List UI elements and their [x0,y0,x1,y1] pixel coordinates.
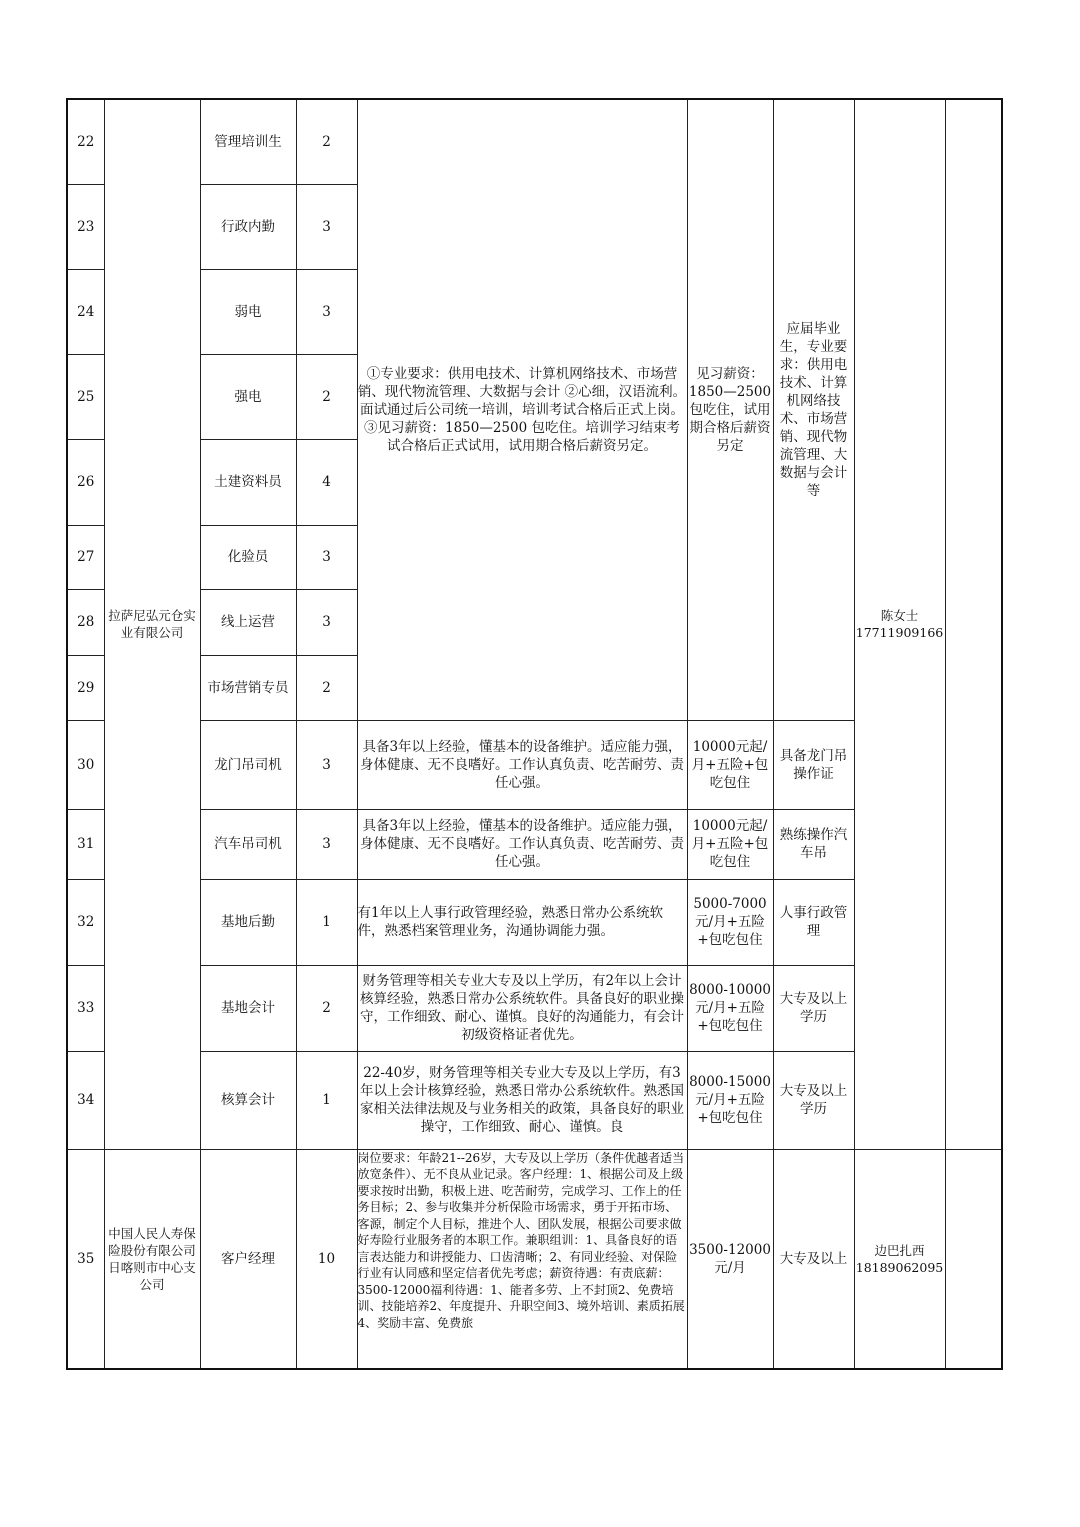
company-b-cell [104,1149,200,1369]
recruitment-table-page [66,98,1003,1370]
company-a-name: 拉萨尼弘元仓实业有限公司 [108,608,196,641]
row-number: 23 [67,184,104,269]
position-cell: 汽车吊司机 [200,809,296,879]
contact-a-cell [854,99,945,1149]
count-cell: 3 [296,589,357,655]
education-cell: 大专及以上学历 [773,1051,854,1149]
position-cell: 客户经理 [200,1149,296,1369]
count-cell: 1 [296,879,357,965]
requirement-cell: 具备3年以上经验，懂基本的设备维护。适应能力强，身体健康、无不良嗜好。工作认真负责、吃苦耐劳、责任心强。 [357,720,687,809]
table-row [67,1149,1002,1369]
contact-a-name: 陈女士 [880,608,919,624]
row-number: 33 [67,965,104,1051]
count-cell: 3 [296,269,357,354]
requirement-cell: 财务管理等相关专业大专及以上学历，有2年以上会计核算经验，熟悉日常办公系统软件。具备良好的职业操守，工作细致、耐心、谨慎。良好的沟通能力，有会计初级资格证者优先。 [357,965,687,1051]
row-number: 28 [67,589,104,655]
row-number: 35 [67,1149,104,1369]
row-number: 29 [67,655,104,720]
count-cell: 4 [296,439,357,525]
count-cell: 2 [296,99,357,184]
position-cell: 线上运营 [200,589,296,655]
recruitment-table [66,98,1003,1370]
row-number: 24 [67,269,104,354]
group1-requirement: ①专业要求：供用电技术、计算机网络技术、市场营销、现代物流管理、大数据与会计 ②心细，汉语流利。面试通过后公司统一培训，培训考试合格后正式上岗。 ③见习薪资：1850—2500 包吃住。培训学习结束考试合格后正式试用，试用期合格后薪资另定。 [357,99,687,720]
requirement-cell: 22-40岁，财务管理等相关专业大专及以上学历，有3年以上会计核算经验，熟悉日常办公系统软件。熟悉国家相关法律法规及与业务相关的政策，具备良好的职业操守，工作细致、耐心、谨慎。良 [357,1051,687,1149]
education-cell: 大专及以上学历 [773,965,854,1051]
count-cell: 1 [296,1051,357,1149]
contact-a-phone: 17711909166 [855,625,944,641]
group1-education: 应届毕业生，专业要求：供用电技术、计算机网络技术、市场营销、现代物流管理、大数据与会计等 [773,99,854,720]
salary-cell: 5000-7000元/月+五险+包吃包住 [687,879,773,965]
position-cell: 土建资料员 [200,439,296,525]
row-number: 34 [67,1051,104,1149]
position-cell: 龙门吊司机 [200,720,296,809]
contact-b-cell [854,1149,945,1369]
education-cell: 熟练操作汽车吊 [773,809,854,879]
count-cell: 2 [296,655,357,720]
education-cell: 人事行政管理 [773,879,854,965]
requirement-cell: 岗位要求：年龄21--26岁，大专及以上学历（条件优越者适当放宽条件）、无不良从业记录。客户经理：1、根据公司及上级要求按时出勤，积极上进、吃苦耐劳，完成学习、工作上的任务目标；2、参与收集并分析保险市场需求，勇于开拓市场、客源，制定个人目标，推进个人、团队发展，根据公司要求做好寿险行业服务者的本职工作。兼职组训：1、具备良好的语言表达能力和讲授能力、口齿清晰；2、有同业经验、对保险行业有认同感和坚定信者优先考虑；薪资待遇：有责底薪：3500-12000福利待遇：1、能者多劳、上不封顶2、免费培训、技能培养2、年度提升、升职空间3、境外培训、素质拓展4、奖励丰富、免费旅 [357,1149,687,1369]
salary-cell: 8000-10000元/月+五险+包吃包住 [687,965,773,1051]
salary-cell: 10000元起/月+五险+包吃包住 [687,809,773,879]
position-cell: 行政内勤 [200,184,296,269]
position-cell: 化验员 [200,525,296,589]
position-cell: 核算会计 [200,1051,296,1149]
count-cell: 3 [296,525,357,589]
requirement-cell: 具备3年以上经验，懂基本的设备维护。适应能力强，身体健康、无不良嗜好。工作认真负责、吃苦耐劳、责任心强。 [357,809,687,879]
row-number: 25 [67,354,104,439]
row-number: 22 [67,99,104,184]
position-cell: 弱电 [200,269,296,354]
remark-a-cell [945,99,1002,1149]
row-number: 26 [67,439,104,525]
position-cell: 市场营销专员 [200,655,296,720]
education-cell: 大专及以上 [773,1149,854,1369]
salary-cell: 8000-15000元/月+五险+包吃包住 [687,1051,773,1149]
salary-cell: 3500-12000元/月 [687,1149,773,1369]
position-cell: 强电 [200,354,296,439]
company-b-name: 中国人民人寿保险股份有限公司日喀则市中心支公司 [108,1225,196,1292]
count-cell: 3 [296,184,357,269]
position-cell: 管理培训生 [200,99,296,184]
position-cell: 基地后勤 [200,879,296,965]
row-number: 31 [67,809,104,879]
count-cell: 10 [296,1149,357,1369]
salary-cell: 10000元起/月+五险+包吃包住 [687,720,773,809]
row-number: 30 [67,720,104,809]
education-cell: 具备龙门吊操作证 [773,720,854,809]
contact-b-name: 边巴扎西 [874,1242,925,1258]
contact-b-phone: 18189062095 [855,1259,944,1275]
count-cell: 3 [296,809,357,879]
row-number: 27 [67,525,104,589]
count-cell: 3 [296,720,357,809]
requirement-cell: 有1年以上人事行政管理经验，熟悉日常办公系统软件，熟悉档案管理业务，沟通协调能力强。 [357,879,687,965]
row-number: 32 [67,879,104,965]
count-cell: 2 [296,965,357,1051]
group1-salary: 见习薪资：1850—2500包吃住，试用期合格后薪资另定 [687,99,773,720]
company-a-cell [104,99,200,1149]
remark-b-cell [945,1149,1002,1369]
position-cell: 基地会计 [200,965,296,1051]
count-cell: 2 [296,354,357,439]
table-row [67,99,1002,184]
